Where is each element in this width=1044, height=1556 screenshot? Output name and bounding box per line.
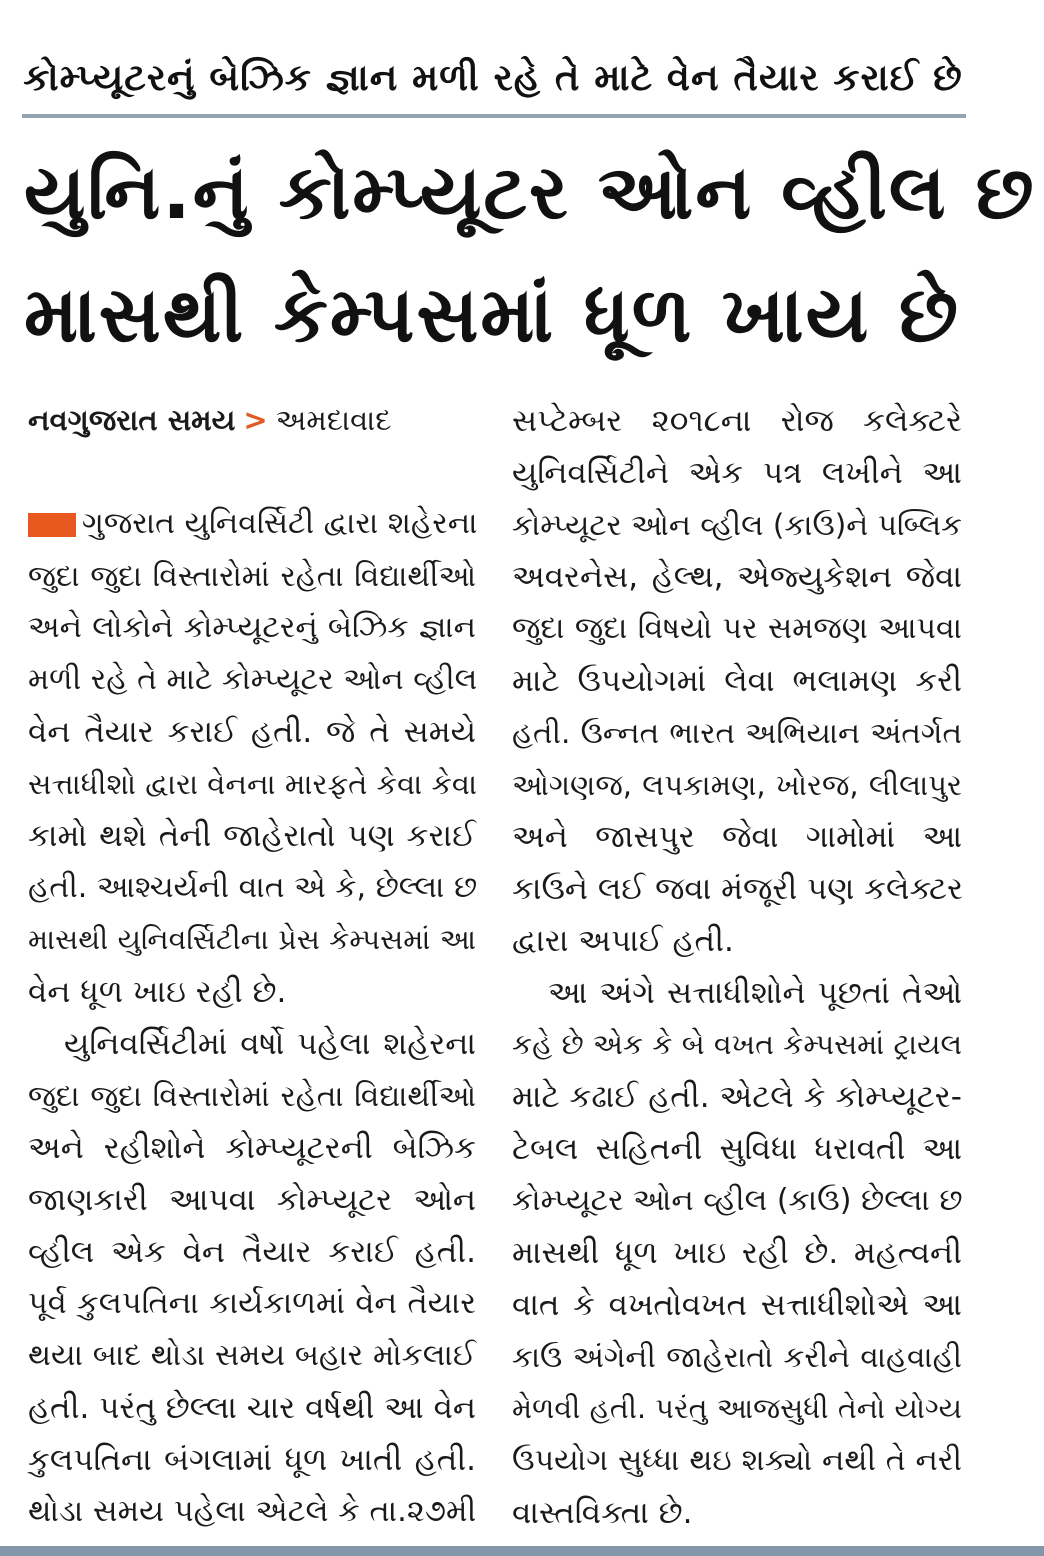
column-line: કાઉને લઈ જવા મંજૂરી પણ કલેક્ટર xyxy=(512,871,964,907)
headline-line-1: યુનિ.નું કોમ્પ્યૂટર ઓન વ્હીલ છ xyxy=(24,148,1036,236)
column-line: જાણકારી આપવા કોમ્પ્યૂટર ઓન xyxy=(28,1182,476,1218)
column-line: કાઉ અંગેની જાહેરાતો કરીને વાહવાહી xyxy=(512,1340,962,1374)
kicker-divider xyxy=(22,114,966,118)
column-line xyxy=(28,498,476,550)
column-line: પૂર્વ કુલપતિના કાર્યકાળમાં વેન તૈયાર xyxy=(28,1286,476,1321)
column-line: કુલપતિના બંગલામાં ધૂળ ખાતી હતી. xyxy=(28,1442,476,1478)
column-line: ટેબલ સહિતની સુવિધા ધરાવતી આ xyxy=(512,1131,962,1167)
column-line: ઓગણજ, લપકામણ, ખોરજ, લીલાપુર xyxy=(512,768,962,802)
column-line: અવરનેસ, હેલ્થ, એજ્યુકેશન જેવા xyxy=(512,559,962,595)
byline-publication: નવગુજરાત સમય xyxy=(28,403,236,437)
section-bullet-icon xyxy=(28,513,76,537)
column-line: જુદા જુદા વિષયો પર સમજણ આપવા xyxy=(512,611,962,646)
column-line: વેન ધૂળ ખાઇ રહી છે. xyxy=(28,974,287,1010)
column-line: માસથી ધૂળ ખાઇ રહી છે. મહત્વની xyxy=(512,1235,962,1271)
column-line: હતી. આશ્ચર્યની વાત એ કે, છેલ્લા છ xyxy=(28,870,478,905)
column-line: કહે છે એક કે બે વખત કેમ્પસમાં ટ્રાયલ xyxy=(512,1028,962,1061)
column-line: આ અંગે સત્તાધીશોને પૂછતાં તેઓ xyxy=(548,975,962,1011)
main-headline xyxy=(24,130,1036,378)
byline-city: અમદાવાદ xyxy=(275,403,392,437)
column-line: હતી. ઉન્નત ભારત અભિયાન અંતર્ગત xyxy=(512,716,962,750)
column-line: થયા બાદ થોડા સમય બહાર મોકલાઈ xyxy=(28,1338,476,1373)
column-line: જુદા જુદા વિસ્તારોમાં રહેતા વિદ્યાર્થીઓ xyxy=(28,1079,476,1113)
column-line: થોડા સમય પહેલા એટલે કે તા.૨૭મી xyxy=(28,1494,477,1529)
column-line: મેળવી હતી. પરંતુ આજસુધી તેનો યોગ્ય xyxy=(512,1392,962,1425)
column-line: વાસ્તવિક્તા છે. xyxy=(512,1495,693,1531)
column-line: વ્હીલ એક વેન તૈયાર કરાઈ હતી. xyxy=(28,1234,476,1270)
byline xyxy=(28,396,392,444)
column-line: અને જાસપુર જેવા ગામોમાં આ xyxy=(512,819,962,855)
column-line: અને રહીશોને કોમ્પ્યૂટરની બેઝિક xyxy=(28,1130,476,1166)
column-line: મળી રહે તે માટે કોમ્પ્યૂટર ઓન વ્હીલ xyxy=(28,662,478,697)
column-line: યુનિવર્સિટીને એક પત્ર લખીને આ xyxy=(512,455,962,491)
column-line: માટે કઢાઈ હતી. એટલે કે કોમ્પ્યૂટર- xyxy=(512,1079,962,1115)
column-line: જુદા જુદા વિસ્તારોમાં રહેતા વિદ્યાર્થીઓ xyxy=(28,559,476,593)
column-line: વેન તૈયાર કરાઈ હતી. જે તે સમયે xyxy=(28,714,476,750)
column-line: માટે ઉપયોગમાં લેવા ભલામણ કરી xyxy=(512,663,962,699)
kicker-headline: કોમ્પ્યૂટરનું બેઝિક જ્ઞાન મળી રહે તે માટે વેન તૈયાર કરાઈ છે xyxy=(23,56,963,99)
column-line: દ્વારા અપાઈ હતી. xyxy=(512,923,734,959)
column-line: યુનિવર્સિટીમાં વર્ષો પહેલા શહેરના xyxy=(64,1026,476,1062)
article-column-right xyxy=(512,395,962,1539)
column-line: કોમ્પ્યૂટર ઓન વ્હીલ (કાઉ)ને પબ્લિક xyxy=(512,508,962,542)
byline-arrow-icon: > xyxy=(243,403,268,437)
column-line: સત્તાધીશો દ્વારા વેનના મારફતે કેવા કેવા xyxy=(28,767,478,801)
headline-line-2: માસથી કેમ્પસમાં ધૂળ ખાય છે xyxy=(24,271,961,360)
column-line: ઉપયોગ સુધ્ધા થઇ શક્યો નથી તે નરી xyxy=(512,1443,962,1478)
bottom-border xyxy=(0,1546,1044,1556)
column-line: માસથી યુનિવર્સિટીના પ્રેસ કેમ્પસમાં આ xyxy=(28,923,476,956)
column-line: હતી. પરંતુ છેલ્લા ચાર વર્ષથી આ વેન xyxy=(28,1390,476,1426)
line-text: ગુજરાત યુનિવર્સિટી દ્વારા શહેરના xyxy=(82,506,478,541)
column-line: સપ્ટેમ્બર ૨૦૧૮ના રોજ કલેક્ટરે xyxy=(512,403,962,439)
column-line: વાત કે વખતોવખત સત્તાધીશોએ આ xyxy=(512,1287,962,1323)
column-line: કામો થશે તેની જાહેરાતો પણ કરાઈ xyxy=(28,818,476,854)
article-column-left xyxy=(28,498,476,1538)
column-line: અને લોકોને કોમ્પ્યૂટરનું બેઝિક જ્ઞાન xyxy=(28,610,476,645)
column-line: કોમ્પ્યૂટર ઓન વ્હીલ (કાઉ) છેલ્લા છ xyxy=(512,1183,963,1218)
